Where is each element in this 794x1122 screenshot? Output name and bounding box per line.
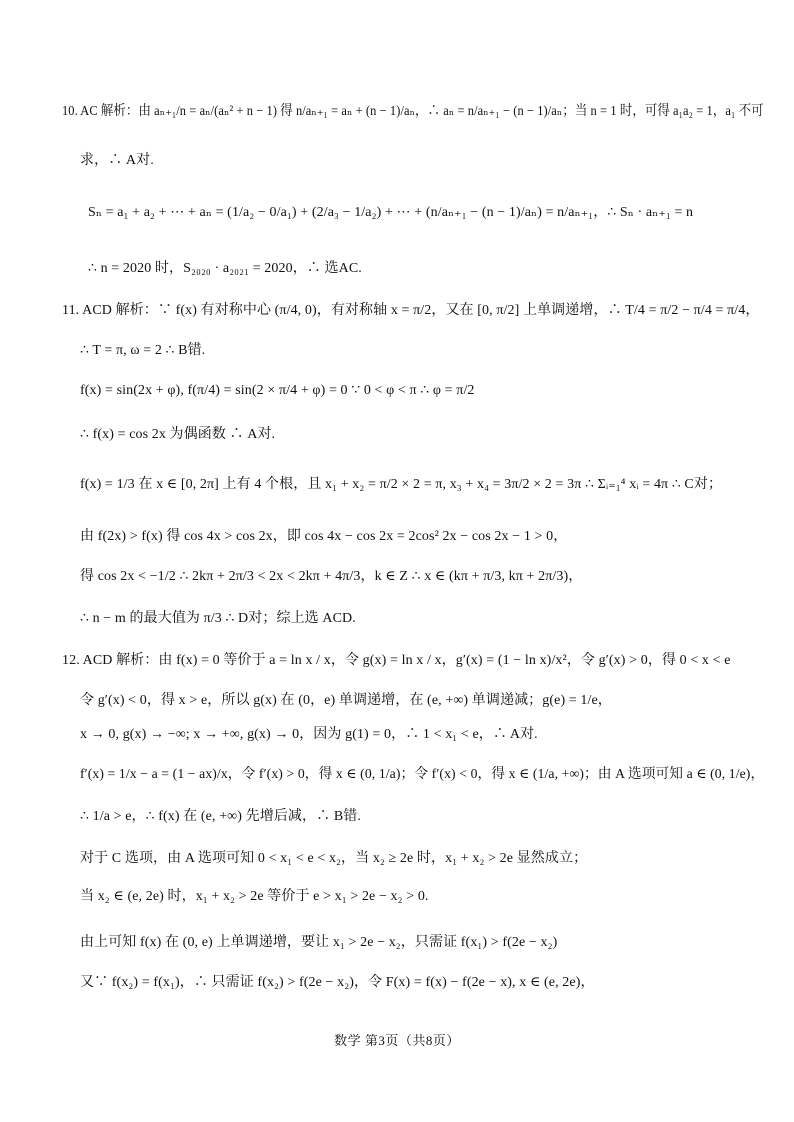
q10-line-1: 10. AC 解析：由 aₙ₊₁/n = aₙ/(aₙ² + n − 1) 得 n/aₙ₊₁ = aₙ + (n − 1)/aₙ，∴ aₙ = n/aₙ₊₁ − (n − 1)/aₙ；当 n = 1 时，可得 a₁a₂ = 1，a₁ 不可: [62, 104, 764, 119]
q11-line-2: ∴ T = π, ω = 2 ∴ B错.: [80, 343, 206, 358]
q11-line-1: 11. ACD 解析：∵ f(x) 有对称中心 (π/4, 0)，有对称轴 x = π/2，又在 [0, π/2] 上单调递增，∴ T/4 = π/2 − π/4 = π/4，: [62, 303, 760, 318]
q11-line-8: ∴ n − m 的最大值为 π/3 ∴ D对；综上选 ACD.: [80, 611, 356, 626]
q12-line-6: 对于 C 选项，由 A 选项可知 0 < x₁ < e < x₂，当 x₂ ≥ 2e 时，x₁ + x₂ > 2e 显然成立；: [80, 851, 588, 866]
q12-line-8: 由上可知 f(x) 在 (0, e) 上单调递增，要让 x₁ > 2e − x₂，只需证 f(x₁) > f(2e − x₂): [80, 935, 558, 950]
q11-line-5: f(x) = 1/3 在 x ∈ [0, 2π] 上有 4 个根，且 x₁ + x₂ = π/2 × 2 = π, x₃ + x₄ = 3π/2 × 2 = 3π ∴ Σᵢ₌₁⁴ xᵢ = 4π ∴ C对；: [80, 477, 723, 492]
q10-line-3: Sₙ = a₁ + a₂ + ⋯ + aₙ = (1/a₂ − 0/a₁) + (2/a₃ − 1/a₂) + ⋯ + (n/aₙ₊₁ − (n − 1)/aₙ) = n/aₙ₊₁，∴ Sₙ · aₙ₊₁ = n: [88, 205, 694, 220]
q10-line-4: ∴ n = 2020 时，S₂₀₂₀ · a₂₀₂₁ = 2020，∴ 选AC.: [88, 261, 362, 276]
q10-line-2: 求，∴ A对.: [80, 153, 154, 168]
q11-line-4: ∴ f(x) = cos 2x 为偶函数 ∴ A对.: [80, 427, 276, 442]
q12-line-2: 令 g′(x) < 0，得 x > e，所以 g(x) 在 (0，e) 单调递增，在 (e, +∞) 单调递减；g(e) = 1/e，: [80, 693, 612, 708]
q11-line-6: 由 f(2x) > f(x) 得 cos 4x > cos 2x，即 cos 4x − cos 2x = 2cos² 2x − cos 2x − 1 > 0，: [80, 529, 568, 544]
q11-line-3: f(x) = sin(2x + φ), f(π/4) = sin(2 × π/4 + φ) = 0 ∵ 0 < φ < π ∴ φ = π/2: [80, 383, 475, 398]
page-footer: 数学 第3页（共8页）: [334, 1033, 460, 1048]
q12-line-4: f′(x) = 1/x − a = (1 − ax)/x，令 f′(x) > 0，得 x ∈ (0, 1/a)；令 f′(x) < 0，得 x ∈ (1/a, +∞)；由 A 选项可知 a ∈ (0, 1/e)，: [80, 767, 765, 782]
q12-line-5: ∴ 1/a > e，∴ f(x) 在 (e, +∞) 先增后减，∴ B错.: [80, 809, 361, 824]
q12-line-7: 当 x₂ ∈ (e, 2e) 时，x₁ + x₂ > 2e 等价于 e > x₁ > 2e − x₂ > 0.: [80, 889, 429, 904]
q12-line-3: x → 0, g(x) → −∞; x → +∞, g(x) → 0，因为 g(1) = 0，∴ 1 < x₁ < e，∴ A对.: [80, 727, 538, 742]
q12-line-9: 又∵ f(x₂) = f(x₁)，∴ 只需证 f(x₂) > f(2e − x₂)，令 F(x) = f(x) − f(2e − x), x ∈ (e, 2e)，: [80, 975, 595, 990]
q11-line-7: 得 cos 2x < −1/2 ∴ 2kπ + 2π/3 < 2x < 2kπ + 4π/3，k ∈ Z ∴ x ∈ (kπ + π/3, kπ + 2π/3)，: [80, 569, 583, 584]
q12-line-1: 12. ACD 解析：由 f(x) = 0 等价于 a = ln x / x，令 g(x) = ln x / x，g′(x) = (1 − ln x)/x²，令 g′(x) > 0，得 0 < x < e: [62, 653, 731, 668]
